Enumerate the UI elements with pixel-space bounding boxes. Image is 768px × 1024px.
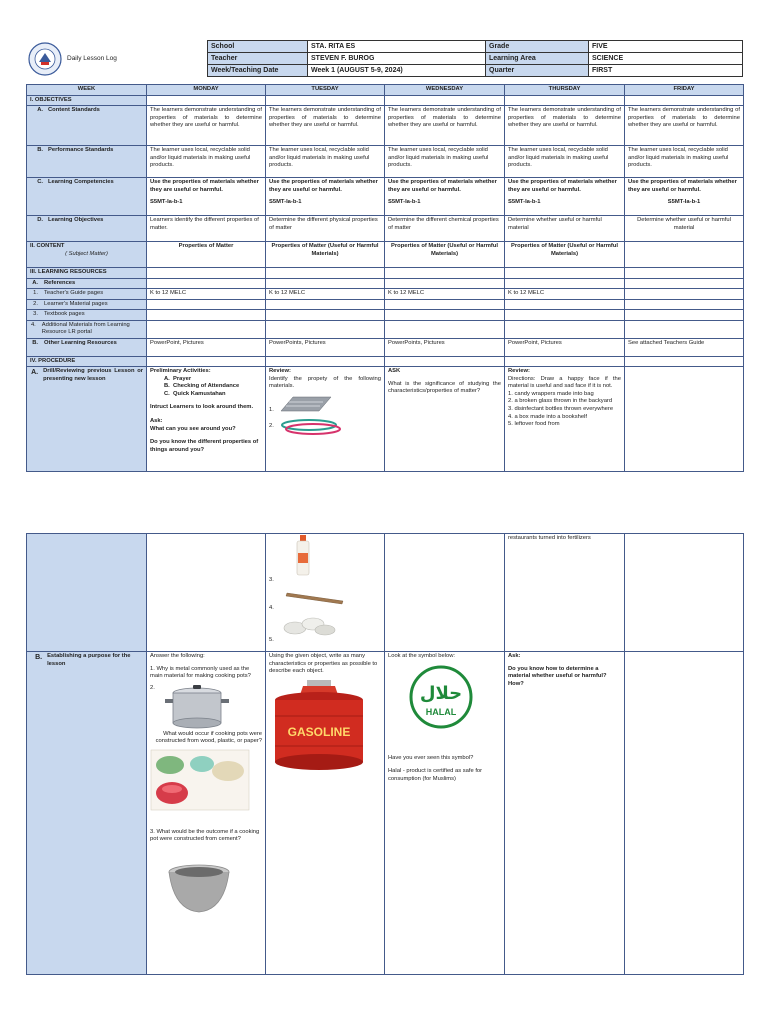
obj-wed: Determine the different chemical properties of matter (385, 216, 505, 242)
content-subtitle: ( Subject Matter) (65, 250, 108, 257)
proc-a-tue-cont: 3. 4. 5. (266, 534, 385, 652)
comp-tue: Use the properties of materials whether they are useful or harmful. S5MT-Ia-b-1 (266, 178, 385, 216)
day-header-row (27, 85, 744, 96)
learning-objectives-row: D. Learning Objectives Learners identify the different properties of matter. Determine the different physical properties of matter Determine the different chemical properties of matter Determine whether useful or harmful material Determine whether useful or harmful material (27, 216, 744, 242)
proc-a-wed: ASK What is the significance of studying the characteristics/properties of matter? (385, 367, 505, 472)
halal-text: HALAL (425, 706, 457, 717)
objectives-label: Learning Objectives (48, 217, 104, 224)
teacher-label: Teacher (208, 53, 308, 65)
proc-a-mon: Preliminary Activities: A. Prayer B. Checking of Attendance C. Quick Kamustahan Intruct Learners to look around them. Ask: What can you see around you? Do you know the different properties of things around you? (147, 367, 266, 472)
procedure-b-label: Establishing a purpose for the lesson (47, 653, 131, 667)
school-label: School (208, 41, 308, 53)
page-1 (26, 40, 743, 472)
procedure-a-row: A. Drill/Reviewing previous Lesson or presenting new lesson Preliminary Activities: A. Prayer B. Checking of Attendance C. Quick Kamustahan Intruct Learners to look around them. Ask: What can you see around you? Do you know the different properties of things around you? Review: Identify the propety of the following materials. 1. 2. ASK What is the significance of studying the characteristics/properties of matter? Review: Directions: Draw a happy face if the material is useful and sad face if it is not. 1. candy wrappers made into bag 2. a broken glass thrown in the backyard 3. disinfectant bottles thrown everywhere 4. a box made into a bookshelf 5. leftover food from (27, 367, 744, 472)
cooking-pot-icon (163, 685, 233, 731)
competencies-row: C. Learning Competencies Use the properties of materials whether they are useful or harmful. S5MT-Ia-b-1 Use the properties of materials whether they are useful or harmful. S5MT-Ia-b-1 Use the properties of materials whether they are useful or harmful. S5MT-Ia-b-1 Use the properties of materials whether they are useful or harmful. S5MT-Ia-b-1 Use the properties of materials whether they are useful or harmful. S5MT-Ia-b-1 (27, 178, 744, 216)
content-tue: Properties of Matter (Useful or Harmful Materials) (266, 242, 385, 268)
other-resources-row: B. Other Learning Resources PowerPoint, Pictures PowerPoints, Pictures PowerPoints, Pictures PowerPoint, Pictures See attached Teachers Guide (27, 338, 744, 356)
tuesday-header: TUESDAY (266, 85, 385, 96)
cement-bowl-icon (166, 862, 232, 918)
performance-standards-label: Performance Standards (48, 147, 114, 154)
comp-mon: Use the properties of materials whether they are useful or harmful. S5MT-Ia-b-1 (147, 178, 266, 216)
lesson-table-page-2 (26, 533, 744, 975)
performance-standards-row: B. Performance Standards The learner uses local, recyclable solid and/or liquid materials in making useful products. The learner uses local, recyclable solid and/or liquid materials in making useful products. The learner uses local, recyclable solid and/or liquid materials in making useful products. The learner uses local, recyclable solid and/or liquid materials in making useful products. The learner uses local, recyclable solid and/or liquid materials in making useful products. (27, 146, 744, 178)
quarter-label: Quarter (486, 65, 589, 77)
content-std-mon: The learners demonstrate understanding of properties of materials to determine whether they are useful or harmful. (147, 106, 266, 146)
obj-mon: Learners identify the different properties of matter. (147, 216, 266, 242)
bottle-image-icon (293, 535, 313, 577)
references-label: References (44, 279, 76, 286)
content-mon: Properties of Matter (147, 242, 266, 268)
proc-b-fri (625, 652, 744, 975)
content-standards-label: Content Standards (48, 107, 100, 114)
proc-a-fri (625, 367, 744, 472)
obj-fri: Determine whether useful or harmful material (625, 216, 744, 242)
halal-symbol-icon (406, 665, 476, 729)
content-std-fri: The learners demonstrate understanding of properties of materials to determine whether they are useful or harmful. (625, 106, 744, 146)
procedure-a-continued-row (27, 534, 744, 652)
grade-value: FIVE (589, 41, 743, 53)
header-info-table (207, 40, 743, 77)
school-value: STA. RITA ES (308, 41, 486, 53)
lesson-table-page-1: WEEK MONDAY TUESDAY WEDNESDAY THURSDAY FRIDAY I. OBJECTIVES A. Content Standards The learners demonstrate understanding of properties of materials to determine whether they are useful or harmful. The learners demonstrate understanding of properties of materials to determine whether they are useful or harmful. The learners demonstrate understanding of properties of materials to determine whether they are useful or harmful. The learners demonstrate understanding of properties of materials to determine whether they are useful or harmful. The learners demonstrate understanding of properties of materials to determine whether they are useful or harmful. B. Performance Standards The learner uses local, recyclable solid and/or liquid materials in making useful products. The learner uses local, recyclable solid and/or liquid materials in making useful products. The learner uses local, recyclable solid and/or liquid materials in making useful products. The learner uses local, recyclable solid and/or liquid materials in making useful products. The learner uses local, recyclable solid and/or liquid materials in making useful products. C. Learning Competencies Use the properties of materials whether they are useful or harmful. S5MT-Ia-b-1 Use the properties of materials whether they are useful or harmful. S5MT-Ia-b-1 Use the properties of materials whether they are useful or harmful. S5MT-Ia-b-1 Use the properties of materials whether they are useful or harmful. S5MT-Ia-b-1 Use the properties of materials whether they are useful or harmful. S5MT-Ia-b-1 D. Learning Objectives Learners identify the different properties of matter. Determine the different physical properties of matter Determine the different chemical properties of matter Determine whether useful or harmful material Determine whether useful or harmful material II. CONTENT ( Subject Matter) Properties of Matter Properties of Matter (Useful or Harmful Materials) Properties of Matter (Useful or Harmful Materials) Properties of Matter (Useful or Harmful Materials) III. LEARNING RESOURCES A. References 1. Teacher's Guide pages K to 12 MELC K to 12 MELC K to 12 MELC K to 12 MELC 2. Learner's Material pages 3. Textbook pages 4. Additional Materials from Learning Resource LR portal B. Other Learning Resources PowerPoint, Pictures PowerPoints, Pictures PowerPoints, Pictures PowerPoint, Pictures See attached Teachers Guide IV. PROCEDURE A. Drill/Reviewing previous Lesson or presenting new lesson Preliminary Activities: A. Prayer B. Checking of Attendance C. Quick Kamustahan Intruct Learners to look around them. Ask: What can you see around you? Do you know the different properties of things around you? Review: Identify the propety of the following materials. 1. 2. ASK What is the significance of studying the characteristics/properties of matter? Review: Directions: Draw a happy face if the material is useful and sad face if it is not. 1. candy wrappers made into bag 2. a broken glass thrown in the backyard 3. disinfectant bottles thrown everywhere 4. a box made into a bookshelf 5. leftover food from (26, 84, 744, 472)
tg-thu: K to 12 MELC (505, 289, 625, 300)
procedure-b-row: B. Establishing a purpose for the lesson Answer the following: 1. Why is metal commonly used as the main material for making cooking pots? 2. What would occur if cooking pots were constructed from wood, plastic, or paper? 3. What would be the outcome if a cooking pot were constructed from cement? Using the given object, write as many characteristics or properties as possible to describe each object. GASOLINE Look at the symbol below: حلال HALAL Have you ever seen this symbol? Halal - product is certified as safe for consumption (for Muslims) Ask: Do you know how to determine a material whether useful or harmful? How? (27, 652, 744, 975)
comp-thu: Use the properties of materials whether they are useful or harmful. S5MT-Ia-b-1 (505, 178, 625, 216)
content-std-thu: The learners demonstrate understanding of properties of materials to determine whether they are useful or harmful. (505, 106, 625, 146)
plates-image-icon (281, 615, 337, 637)
objectives-title: I. OBJECTIVES (27, 95, 147, 106)
area-label: Learning Area (486, 53, 589, 65)
content-std-wed: The learners demonstrate understanding of properties of materials to determine whether they are useful or harmful. (385, 106, 505, 146)
procedure-a-label: Drill/Reviewing previous Lesson or presenting new lesson (43, 368, 143, 382)
tg-wed: K to 12 MELC (385, 289, 505, 300)
teacher-value: STEVEN F. BUROG (308, 53, 486, 65)
monday-header: MONDAY (147, 85, 266, 96)
proc-a-thu-cont: restaurants turned into fertilizers (505, 534, 625, 652)
perf-std-fri: The learner uses local, recyclable solid and/or liquid materials in making useful products. (625, 146, 744, 178)
page-2 (26, 533, 743, 975)
procedure-title: IV. PROCEDURE (27, 356, 147, 367)
content-std-tue: The learners demonstrate understanding of properties of materials to determine whether they are useful or harmful. (266, 106, 385, 146)
perf-std-mon: The learner uses local, recyclable solid and/or liquid materials in making useful products. (147, 146, 266, 178)
comp-wed: Use the properties of materials whether they are useful or harmful. S5MT-Ia-b-1 (385, 178, 505, 216)
obj-thu: Determine whether useful or harmful material (505, 216, 625, 242)
resources-title: III. LEARNING RESOURCES (27, 268, 147, 279)
obj-tue: Determine the different physical properties of matter (266, 216, 385, 242)
tg-tue: K to 12 MELC (266, 289, 385, 300)
content-standards-row: A. Content Standards The learners demonstrate understanding of properties of materials to determine whether they are useful or harmful. The learners demonstrate understanding of properties of materials to determine whether they are useful or harmful. The learners demonstrate understanding of properties of materials to determine whether they are useful or harmful. The learners demonstrate understanding of properties of materials to determine whether they are useful or harmful. The learners demonstrate understanding of properties of materials to determine whether they are useful or harmful. (27, 106, 744, 146)
doc-title: Daily Lesson Log (67, 55, 117, 62)
deped-seal-icon (28, 42, 62, 76)
date-value: Week 1 (AUGUST 5-9, 2024) (308, 65, 486, 77)
proc-a-tue: Review: Identify the propety of the following materials. 1. 2. (266, 367, 385, 472)
teachers-guide-row: 1. Teacher's Guide pages K to 12 MELC K to 12 MELC K to 12 MELC K to 12 MELC (27, 289, 744, 300)
tg-mon: K to 12 MELC (147, 289, 266, 300)
thursday-header: THURSDAY (505, 85, 625, 96)
competencies-label: Learning Competencies (48, 179, 114, 186)
content-wed: Properties of Matter (Useful or Harmful Materials) (385, 242, 505, 268)
content-fri (625, 242, 744, 268)
gasoline-can-icon (269, 678, 369, 774)
area-value: SCIENCE (589, 53, 743, 65)
proc-b-mon: Answer the following: 1. Why is metal commonly used as the main material for making cooking pots? 2. What would occur if cooking pots were constructed from wood, plastic, or paper? 3. What would be the outcome if a cooking pot were constructed from cement? (147, 652, 266, 975)
halal-arabic-text: حلال (419, 682, 463, 704)
rubber-bands-icon (277, 417, 347, 437)
proc-b-tue: Using the given object, write as many characteristics or properties as possible to describe each object. GASOLINE (266, 652, 385, 975)
perf-std-thu: The learner uses local, recyclable solid and/or liquid materials in making useful products. (505, 146, 625, 178)
wooden-stick-icon (285, 589, 345, 605)
gasoline-label: GASOLINE (287, 724, 351, 739)
colorful-pots-icon (150, 749, 250, 811)
content-row (27, 242, 744, 268)
wednesday-header: WEDNESDAY (385, 85, 505, 96)
logo-area (26, 40, 207, 77)
content-thu: Properties of Matter (Useful or Harmful Materials) (505, 242, 625, 268)
friday-header: FRIDAY (625, 85, 744, 96)
perf-std-wed: The learner uses local, recyclable solid and/or liquid materials in making useful products. (385, 146, 505, 178)
proc-b-thu: Ask: Do you know how to determine a material whether useful or harmful? How? (505, 652, 625, 975)
comp-fri: Use the properties of materials whether they are useful or harmful. S5MT-Ia-b-1 (625, 178, 744, 216)
header (26, 40, 743, 77)
week-header: WEEK (27, 85, 147, 96)
quarter-value: FIRST (589, 65, 743, 77)
grater-image-icon (277, 393, 332, 415)
content-title: II. CONTENT (30, 243, 65, 250)
proc-b-wed: Look at the symbol below: حلال HALAL Have you ever seen this symbol? Halal - product is certified as safe for consumption (for Muslims) (385, 652, 505, 975)
proc-a-thu: Review: Directions: Draw a happy face if the material is useful and sad face if it is not. 1. candy wrappers made into bag 2. a broken glass thrown in the backyard 3. disinfectant bottles thrown everywhere 4. a box made into a bookshelf 5. leftover food from (505, 367, 625, 472)
date-label: Week/Teaching Date (208, 65, 308, 77)
grade-label: Grade (486, 41, 589, 53)
perf-std-tue: The learner uses local, recyclable solid and/or liquid materials in making useful products. (266, 146, 385, 178)
